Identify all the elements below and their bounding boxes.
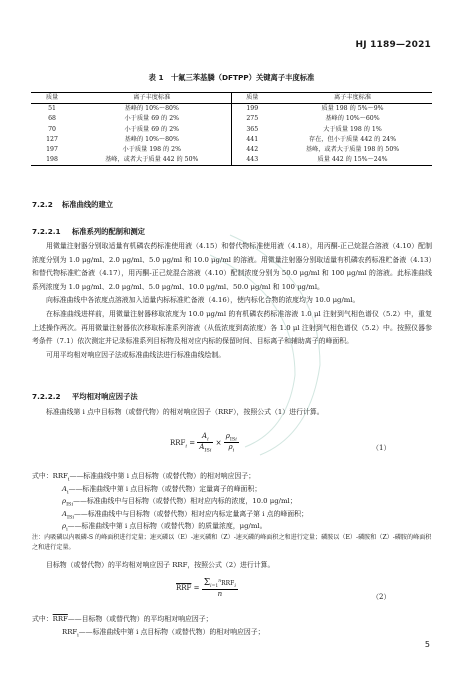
body-text-intro-2 (32, 559, 432, 573)
symbol: ρ (62, 522, 67, 531)
symbol-subscript: i (66, 526, 68, 533)
symbol-definitions-1 (32, 470, 432, 552)
definition-text: ——标准曲线中第 i 点目标物（或替代物）的相对响应因子； (78, 627, 265, 636)
paragraph: 目标物（或替代物）的平均相对响应因子 RRF，按照公式（2）进行计算。 (46, 561, 275, 569)
table-cell: 基峰的 10%～60% (325, 115, 380, 123)
symbol-subscript: i (77, 631, 79, 638)
section-title: 标准系列的配制和测定 (72, 227, 145, 236)
col-header: 质量 (31, 93, 73, 104)
table-cell: 441 (231, 135, 273, 145)
table-cell: 存在，但小于质量 442 的 24% (308, 135, 397, 143)
paragraph: 在标准曲线进样前，用微量注射器移取浓度为 10.0 μg/ml 的有机磷农药标准溶液 1.0 μl 注射到气相色谱仪（5.2）中，重复上述操作两次。再用微量注射器依次移取标准系列溶液（从低浓度到高浓度）各 1.0 μl 注射到气相色谱仪（5.2）中。按照仪器参考条件（7.1）依次测定并记录标准系列目标物及相对应内标的保留时间、目标离子和辅助离子的峰面积。 (32, 309, 432, 346)
definition-text: ——目标物（或替代物）的平均相对响应因子； (67, 615, 213, 623)
section-heading-7-2-2-1 (32, 227, 145, 237)
table-cell: 质量 198 的 5%～9% (321, 105, 384, 113)
section-number: 7.2.2 (32, 200, 53, 209)
table-cell: 199 (231, 104, 273, 115)
definition-row (32, 520, 432, 533)
where-label: 式中： (32, 615, 53, 623)
definition-row (32, 613, 432, 626)
table-cell: 68 (48, 115, 56, 123)
table-cell: 70 (48, 125, 56, 133)
table-cell: 51 (48, 105, 56, 113)
symbol-subscript: ISi (66, 514, 74, 521)
definition-text: ——标准曲线中第 i 点目标物（或替代物）的质量浓度，μg/ml。 (67, 522, 267, 531)
standard-number: HJ 1189—2021 (355, 40, 431, 50)
table-cell: 127 (46, 135, 58, 143)
symbol-subscript: i (66, 488, 69, 495)
table-cell: 275 (231, 114, 273, 124)
table-row (31, 125, 432, 135)
table-cell: 基峰的 10%～80% (124, 105, 179, 113)
definition-text: ——标准曲线中第 i 点目标物（或替代物）的相对响应因子； (69, 472, 256, 480)
symbol: ρ (62, 497, 67, 506)
formula-2: $\overline{RRF}$ = $\frac{\Sigma_{i=1}^nRRF_i}{n}$ (176, 578, 236, 599)
table-cell: 443 (231, 155, 273, 166)
col-header: 离子丰度标准 (73, 93, 231, 104)
definition-row (32, 470, 432, 483)
table-row (31, 145, 432, 155)
formula-1: $RRF_i$ = $\frac{A_i}{A_{ISi}}$ × $\frac{\rho_{ISi}}{\rho_i}$ (170, 432, 237, 454)
section-title: 标准曲线的建立 (62, 200, 114, 209)
symbol-definitions-2 (32, 613, 432, 638)
definition-text: ——标准曲线中与目标物（或替代物）相对应内标的浓度，10.0 μg/ml； (73, 497, 297, 506)
body-text-intro (32, 406, 432, 420)
table-row (31, 104, 432, 115)
definition-text: ——标准曲线中与目标物（或替代物）相对应内标定量离子第 i 点的峰面积； (73, 509, 308, 518)
symbol-subscript: ISi (66, 501, 74, 508)
ion-abundance-table (31, 92, 432, 166)
table-cell: 基峰，或者大于质量 442 的 50% (73, 155, 231, 166)
definition-row (32, 483, 432, 496)
table-row (31, 135, 432, 145)
definition-row (32, 626, 432, 639)
paragraph: 标准曲线第 i 点中目标物（或替代物）的相对响应因子（RRF），按照公式（1）进行计算。 (46, 408, 324, 416)
table-row (31, 114, 432, 124)
table-row (31, 155, 432, 166)
table-cell: 198 (31, 155, 73, 166)
col-header: 离子丰度标准 (273, 93, 432, 104)
table-cell: 小于质量 69 的 2% (124, 125, 180, 133)
table-cell: 365 (231, 125, 273, 135)
section-heading-7-2-2 (32, 200, 113, 210)
section-heading-7-2-2-2 (32, 392, 138, 402)
table-cell: 基峰的 10%～80% (124, 135, 179, 143)
page-number: 5 (424, 640, 430, 649)
symbol: A (62, 484, 67, 493)
symbol: RRF (52, 472, 68, 480)
section-number: 7.2.2.2 (32, 392, 61, 401)
table-cell: 大于质量 198 的 1% (323, 125, 382, 133)
table-cell: 197 (46, 146, 58, 154)
section-number: 7.2.2.1 (32, 227, 61, 236)
definition-text: ——标准曲线中第 i 点目标物（或替代物）定量离子的峰面积； (68, 484, 262, 493)
paragraph: 向标准曲线中各浓度点溶液加入适量内标标准贮备液（4.16），使内标化合物的浓度均为 10.0 μg/ml。 (46, 296, 360, 305)
equation-number-1: （1） (372, 444, 391, 452)
body-text-7-2-2-1 (32, 240, 432, 362)
col-header: 质量 (231, 93, 273, 104)
table-header-row (31, 93, 432, 104)
section-title: 平均相对响应因子法 (72, 392, 138, 401)
definition-row (32, 508, 432, 521)
definition-row (32, 495, 432, 508)
table-cell: 小于质量 69 的 2% (124, 115, 180, 123)
where-label: 式中： (32, 472, 53, 480)
table-cell: 基峰，或者大于质量 198 的 50% (305, 146, 400, 154)
note: 注：内吸磷以内吸磷-S 的峰面积进行定量；速灭磷以（E）-速灭磷和（Z）-速灭磷的峰面积之和进行定量；磷胺以（E）-磷胺和（Z）-磷胺的峰面积之和进行定量。 (32, 533, 432, 551)
table-cell: 442 (231, 145, 273, 155)
symbol: $\overline{RRF}$ (52, 615, 68, 623)
table-cell: 小于质量 198 的 2% (122, 146, 181, 154)
paragraph: 可用平均相对响应因子法或标准曲线法进行标准曲线绘制。 (46, 350, 226, 359)
table-caption: 表 1 十氟三苯基膦（DFTPP）关键离子丰度标准 (148, 73, 315, 82)
equation-number-2: （2） (372, 593, 391, 601)
symbol: A (62, 509, 67, 518)
paragraph: 用微量注射器分别取适量有机磷农药标准使用液（4.15）和替代物标准使用液（4.18），用丙酮-正己烷混合溶液（4.10）配制浓度分别为 1.0 μg/ml、2.0 μg/ml、5.0 μg/ml 和 10.0 μg/ml 的溶液。用微量注射器分别取适量有机磷农药标准贮备液（4.13）和替代物标准贮备液（4.17），用丙酮-正己烷混合溶液（4.10）配制浓度分别为 50.0 μg/ml 和 100 μg/ml 的溶液。此标准曲线系列浓度为 1.0 μg/ml、2.0 μg/ml、5.0 μg/ml、10.0 μg/ml、50.0 μg/ml 和 100 μg/ml。 (32, 242, 432, 291)
symbol: RRF (62, 627, 78, 636)
table-cell: 质量 442 的 15%～24% (273, 155, 432, 166)
symbol-subscript: i (67, 476, 70, 483)
